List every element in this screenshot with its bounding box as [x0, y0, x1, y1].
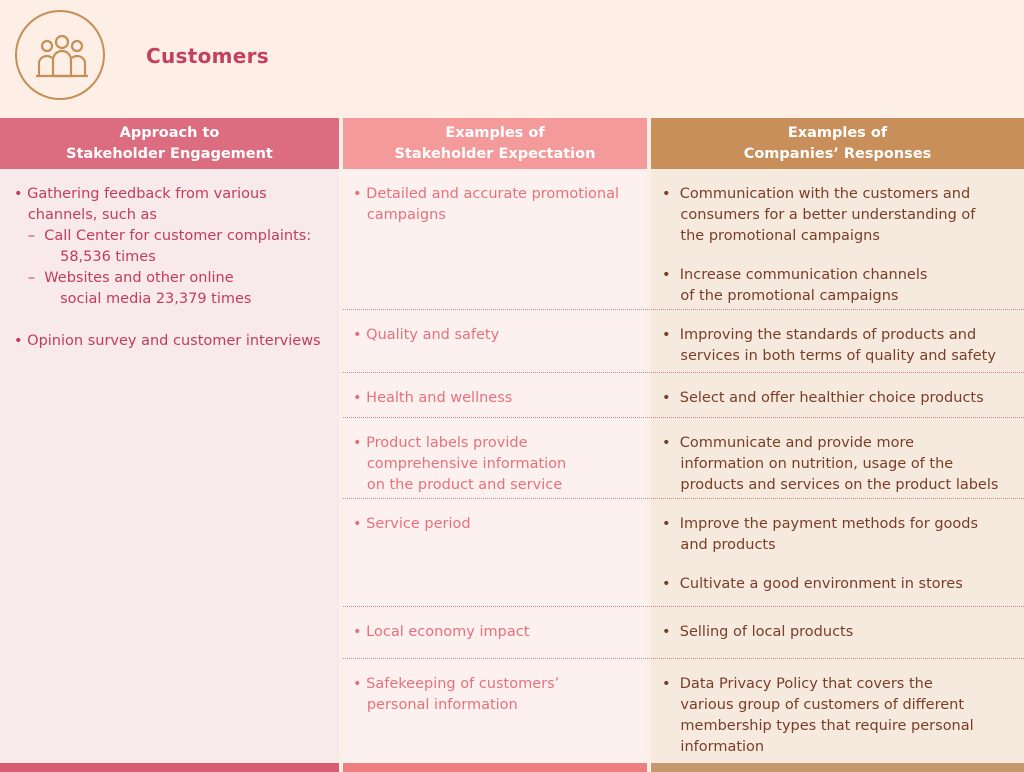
expectation-item: • Service period — [353, 516, 471, 532]
row-divider — [343, 606, 1024, 607]
approach-column-footer — [0, 763, 339, 772]
expectation-item: • Product labels provide comprehensive information on the product and service — [353, 435, 567, 493]
response-item: • Data Privacy Policy that covers the various group of customers of different membership types that require personal information — [662, 676, 974, 755]
row-divider — [343, 498, 1024, 499]
responses-heading: Examples of Companies’ Responses — [743, 124, 932, 162]
approach-item: – Websites and other online social media 23,379 times — [27, 270, 252, 307]
row-divider — [343, 309, 1024, 310]
response-item: • Communicate and provide more information on nutrition, usage of the products and services on the product labels — [662, 435, 999, 493]
responses-column-header — [651, 118, 1024, 169]
expectation-item: • Health and wellness — [353, 390, 513, 406]
expectation-column-header — [343, 118, 647, 169]
approach-item: • Opinion survey and customer interviews — [14, 333, 321, 349]
approach-column — [0, 118, 339, 772]
page-title: Customers — [146, 44, 269, 68]
row-divider — [343, 658, 1024, 659]
response-item: • Select and offer healthier choice products — [662, 390, 984, 406]
row-divider — [343, 417, 1024, 418]
approach-column-header — [0, 118, 339, 169]
customers-group-icon — [15, 10, 105, 100]
responses-column — [651, 118, 1024, 772]
expectation-heading: Examples of Stakeholder Expectation — [394, 124, 596, 162]
expectation-item: • Safekeeping of customers’ personal information — [353, 676, 560, 713]
expectation-column — [343, 118, 647, 772]
response-item: • Increase communication channels of the promotional campaigns — [662, 267, 928, 304]
response-item: • Improve the payment methods for goods and products — [662, 516, 979, 553]
expectation-column-footer — [343, 763, 647, 772]
response-item: • Cultivate a good environment in stores — [662, 576, 963, 592]
expectation-item: • Local economy impact — [353, 624, 530, 640]
approach-item: • Gathering feedback from various channels, such as — [14, 186, 267, 223]
response-item: • Communication with the customers and consumers for a better understanding of the promotional campaigns — [662, 186, 976, 244]
response-item: • Selling of local products — [662, 624, 854, 640]
responses-column-footer — [651, 763, 1024, 772]
response-item: • Improving the standards of products and services in both terms of quality and safety — [662, 327, 996, 364]
row-divider — [343, 372, 1024, 373]
approach-item: – Call Center for customer complaints: 58,536 times — [27, 228, 312, 265]
expectation-item: • Detailed and accurate promotional campaigns — [353, 186, 619, 223]
approach-heading: Approach to Stakeholder Engagement — [66, 124, 273, 162]
header — [0, 0, 1024, 118]
expectation-item: • Quality and safety — [353, 327, 500, 343]
